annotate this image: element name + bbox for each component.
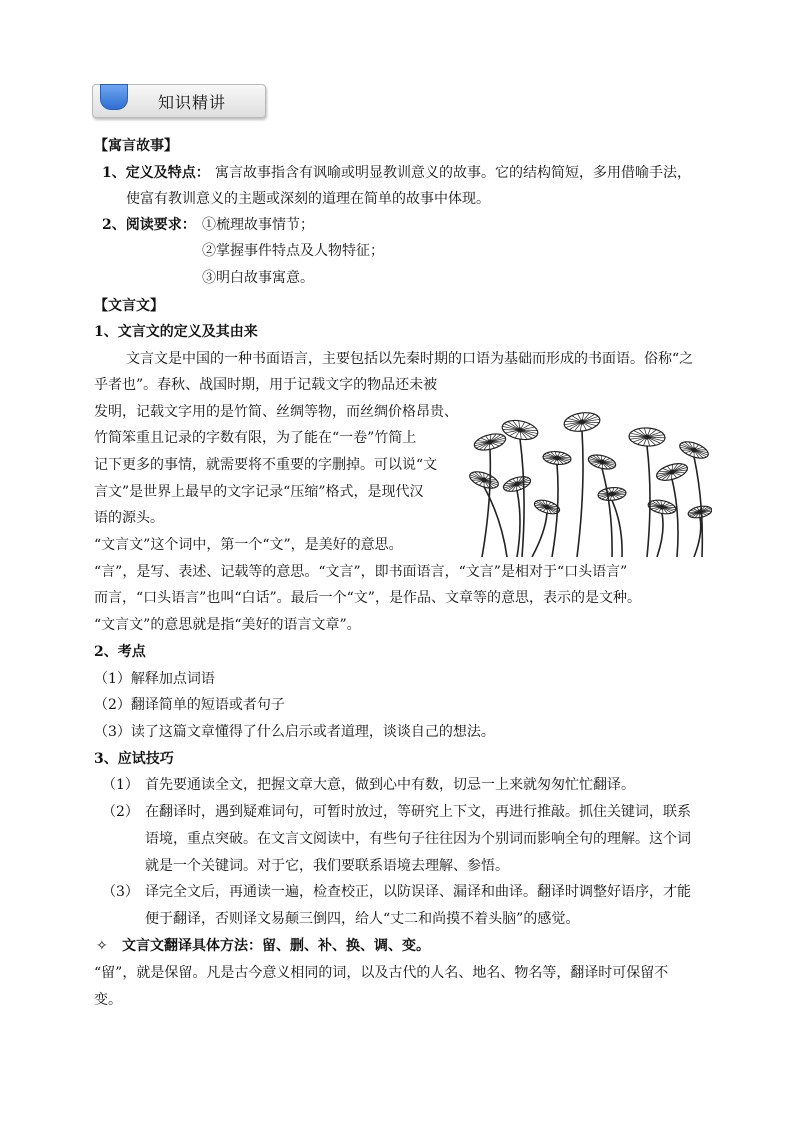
para-line-2: 乎者也”。春秋、战国时期，用于记载文字的物品还未被: [94, 377, 438, 393]
flower-head: [647, 498, 677, 516]
tip-1-line-1: 首先要通读全文，把握文章大意，做到心中有数，切忌一上来就匆匆忙忙翻译。: [145, 777, 635, 793]
classical-sub-3: 3、应试技巧: [94, 751, 174, 767]
point-2: （2）翻译简单的短语或者句子: [94, 697, 285, 713]
para-line-8: “文言文”这个词中，第一个“文”，是美好的意思。: [94, 537, 403, 553]
section-title: 知识精讲: [158, 93, 227, 112]
flower-stem: [612, 500, 622, 557]
fable-req-3: ③明白故事寓意。: [202, 270, 314, 286]
fable-heading: 【寓言故事】: [94, 138, 178, 154]
flower-stem: [532, 513, 547, 557]
flower-head: [542, 450, 571, 465]
classical-sub-2: 2、考点: [94, 644, 146, 660]
para-line-11: “文言文”的意思就是指“美好的语言文章”。: [94, 617, 361, 633]
diamond-bullet-icon: ✧: [96, 938, 108, 954]
flower-stem: [482, 449, 490, 557]
flower-stem: [520, 439, 524, 557]
tip-2-number: （2）: [102, 804, 139, 820]
tip-3-line-2: 便于翻译，否则译文易颠三倒四，给人“丈二和尚摸不着头脑”的感觉。: [145, 911, 580, 927]
fable-req-2: ②掌握事件特点及人物特征；: [202, 243, 384, 259]
flower-stem: [517, 490, 520, 557]
flower-stem: [657, 513, 663, 557]
flower-head: [629, 427, 666, 447]
para-line-1: 文言文是中国的一种书面语言，主要包括以先秦时期的口语为基础而形成的书面语。俗称“之: [126, 351, 694, 367]
tip-3-number: （3）: [102, 884, 139, 900]
para-line-9: “言”，是写、表述、记载等的意思。“文言”，即书面语言，“文言”是相对于“口头语言”: [94, 564, 628, 580]
fable-item1-label: 1、定义及特点：: [102, 165, 210, 181]
flower-head: [597, 486, 626, 501]
classical-sub-1: 1、文言文的定义及其由来: [94, 324, 258, 340]
tip-2-line-3: 就是一个关键词。对于它，我们要联系语境去理解、参悟。: [145, 858, 509, 874]
para-line-4: 竹简笨重且记录的字数有限，为了能在“一卷”竹简上: [94, 430, 417, 446]
para-line-3: 发明，记载文字用的是竹简、丝绸等物，而丝绸价格昂贵、: [94, 404, 458, 420]
bookmark-icon: [100, 84, 128, 110]
flower-stem: [694, 517, 701, 557]
flower-head: [473, 431, 508, 453]
fable-item1-cont: 使富有教训意义的主题或深刻的道理在简单的故事中体现。: [126, 191, 490, 207]
flower-head: [563, 412, 601, 434]
tip-3-line-1: 译完全文后，再通读一遍，检查校正，以防误译、漏译和曲译。翻译时调整好语序，才能: [145, 884, 691, 900]
para-line-5: 记下更多的事情，就需要将不重要的字删掉。可以说“文: [94, 457, 438, 473]
retain-line-1: “留”，就是保留。凡是古今意义相同的词，以及古代的人名、地名、物名等，翻译时可保留不: [94, 965, 669, 981]
flower-stem: [577, 431, 583, 557]
flower-stem: [602, 468, 612, 557]
para-line-7: 语的源头。: [94, 510, 164, 526]
tip-2-line-2: 语境，重点突破。在文言文阅读中，有些句子往往因为个别词而影响全句的理解。这个词: [145, 831, 691, 847]
flower-head: [587, 452, 617, 471]
point-1: （1）解释加点词语: [94, 671, 215, 687]
classical-heading: 【文言文】: [94, 298, 164, 314]
fable-item1-text: 寓言故事指含有讽喻或明显教训意义的故事。它的结构简短，多用借喻手法，: [215, 165, 691, 181]
point-3: （3）读了这篇文章懂得了什么启示或者道理，谈谈自己的想法。: [94, 724, 495, 740]
tip-1-number: （1）: [102, 777, 139, 793]
fable-req-1: ①梳理故事情节；: [202, 217, 314, 233]
flower-head: [501, 418, 540, 443]
flower-stem: [672, 479, 678, 557]
tip-2-line-1: 在翻译时，遇到疑难词句，可暂时放过，等研究上下文，再进行推敲。抓住关键词，联系: [145, 804, 691, 820]
flower-head: [502, 474, 532, 494]
flower-head: [687, 504, 712, 519]
retain-line-2: 变。: [94, 992, 122, 1008]
fable-item2-label: 2、阅读要求：: [102, 217, 196, 233]
dandelion-illustration: [462, 412, 712, 557]
para-line-10: 而言，“口头语言”也叫“白话”。最后一个“文”，是作品、文章等的意思，表示的是文种。: [94, 590, 641, 606]
para-line-6: 言文”是世界上最早的文字记录“压缩”格式，是现代汉: [94, 484, 424, 500]
method-title: 文言文翻译具体方法：留、删、补、换、调、变。: [122, 938, 430, 954]
